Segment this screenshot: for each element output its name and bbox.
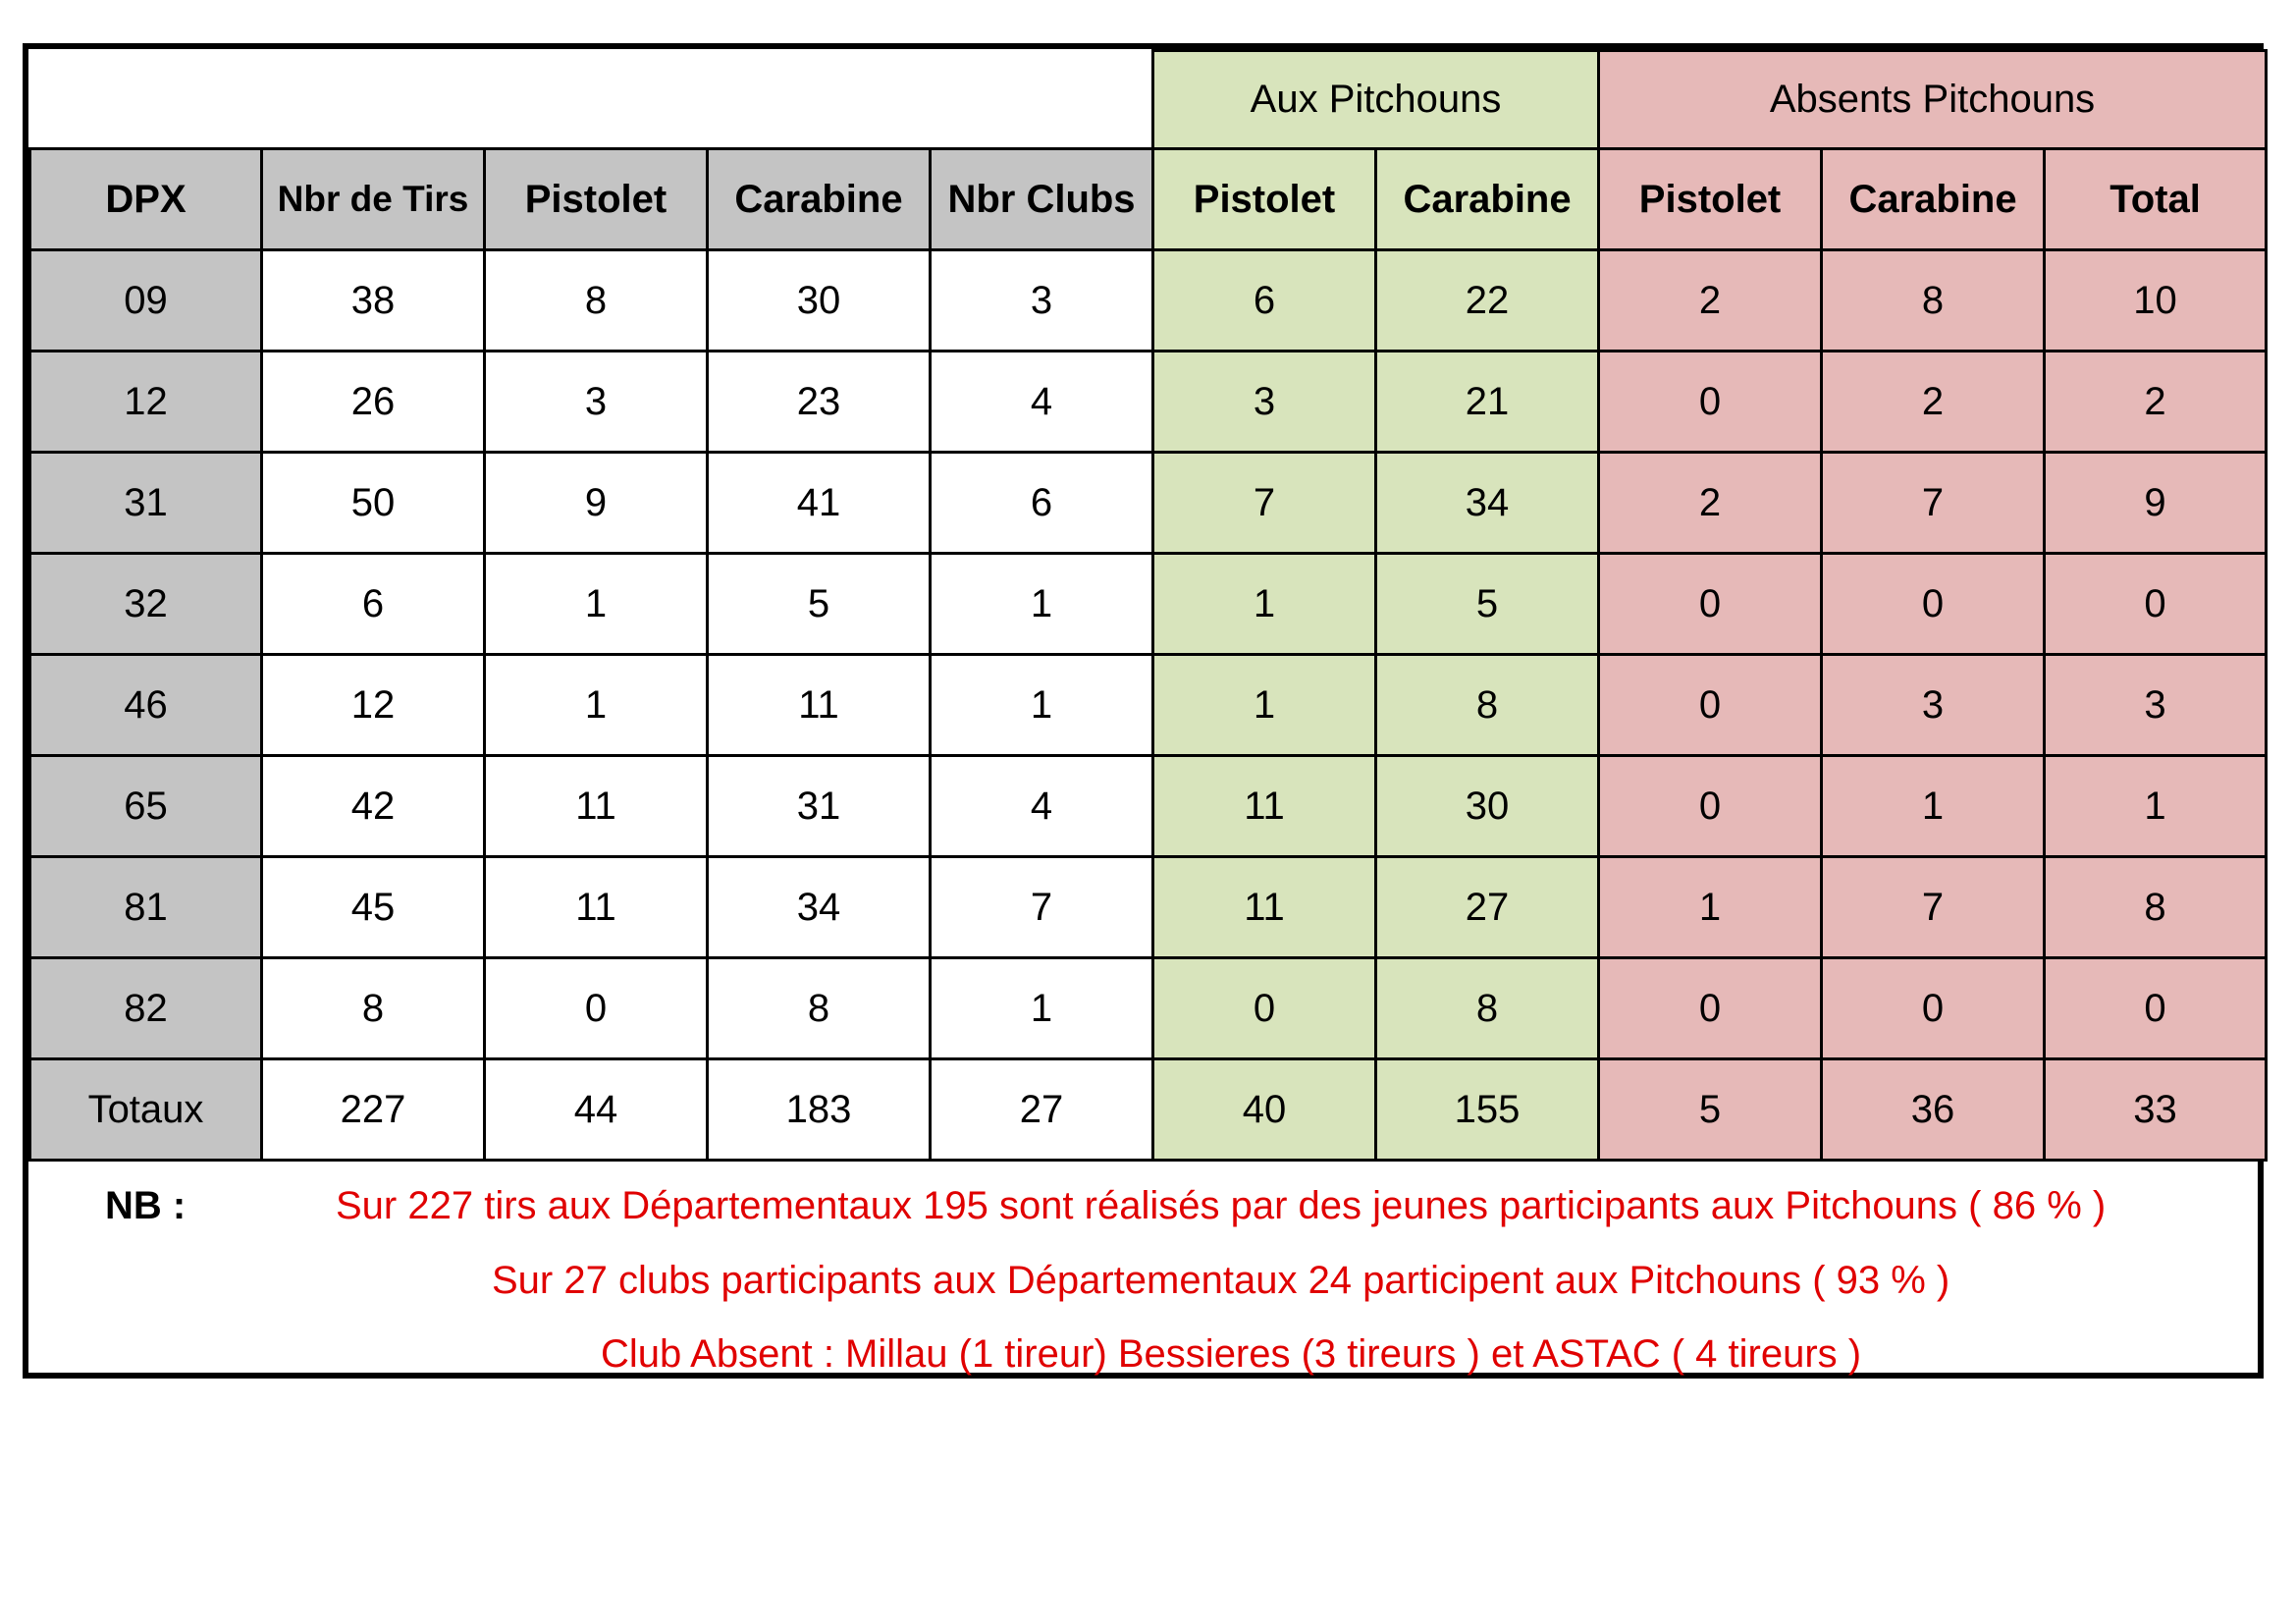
cell-dpx: 31 [30, 453, 262, 554]
cell-abs-carabine: 7 [1822, 857, 2045, 958]
cell-abs-pistolet: 0 [1599, 756, 1822, 857]
cell-aux-carabine: 8 [1376, 958, 1599, 1059]
cell-aux-pistolet: 6 [1153, 250, 1376, 352]
table-row [30, 756, 2267, 857]
cell-aux-pistolet: 11 [1153, 756, 1376, 857]
cell-abs-pistolet: 2 [1599, 250, 1822, 352]
cell-nbr-clubs: 1 [931, 958, 1153, 1059]
totals-label: Totaux [30, 1059, 262, 1161]
cell-aux-pistolet: 11 [1153, 857, 1376, 958]
col-header-carabine: Carabine [708, 149, 931, 250]
cell-carabine: 23 [708, 352, 931, 453]
cell-aux-pistolet: 1 [1153, 655, 1376, 756]
cell-abs-carabine: 8 [1822, 250, 2045, 352]
col-header-pistolet: Pistolet [485, 149, 708, 250]
cell-abs-pistolet: 2 [1599, 453, 1822, 554]
nb-label: NB : [105, 1184, 187, 1227]
cell-abs-total: 9 [2045, 453, 2267, 554]
cell-nbr-clubs: 1 [931, 554, 1153, 655]
cell-abs-total: 0 [2045, 958, 2267, 1059]
cell-pistolet: 9 [485, 453, 708, 554]
total-abs-pistolet: 5 [1599, 1059, 1822, 1161]
cell-pistolet: 8 [485, 250, 708, 352]
cell-abs-carabine: 0 [1822, 958, 2045, 1059]
total-abs-total: 33 [2045, 1059, 2267, 1161]
cell-nbr-clubs: 6 [931, 453, 1153, 554]
table-row [30, 655, 2267, 756]
col-header-dpx: DPX [30, 149, 262, 250]
total-pistolet: 44 [485, 1059, 708, 1161]
cell-abs-total: 10 [2045, 250, 2267, 352]
group-header-blank [30, 51, 1153, 149]
cell-abs-carabine: 3 [1822, 655, 2045, 756]
total-aux-pistolet: 40 [1153, 1059, 1376, 1161]
cell-carabine: 30 [708, 250, 931, 352]
stats-sheet [23, 43, 2264, 1379]
cell-aux-pistolet: 0 [1153, 958, 1376, 1059]
cell-dpx: 12 [30, 352, 262, 453]
col-header-nbr-tirs: Nbr de Tirs [262, 149, 485, 250]
cell-abs-total: 2 [2045, 352, 2267, 453]
total-carabine: 183 [708, 1059, 931, 1161]
cell-aux-pistolet: 3 [1153, 352, 1376, 453]
cell-nbr-tirs: 42 [262, 756, 485, 857]
col-header-abs-pistolet: Pistolet [1599, 149, 1822, 250]
cell-aux-carabine: 22 [1376, 250, 1599, 352]
column-header-row [30, 149, 2267, 250]
cell-abs-pistolet: 0 [1599, 655, 1822, 756]
group-header-row [30, 51, 2267, 149]
total-nbr-tirs: 227 [262, 1059, 485, 1161]
col-header-abs-carabine: Carabine [1822, 149, 2045, 250]
notes-section [28, 1159, 2258, 1376]
cell-nbr-tirs: 26 [262, 352, 485, 453]
cell-abs-carabine: 0 [1822, 554, 2045, 655]
cell-pistolet: 11 [485, 756, 708, 857]
cell-aux-pistolet: 7 [1153, 453, 1376, 554]
cell-carabine: 11 [708, 655, 931, 756]
table-row [30, 857, 2267, 958]
cell-nbr-tirs: 6 [262, 554, 485, 655]
totals-row [30, 1059, 2267, 1161]
col-header-nbr-clubs: Nbr Clubs [931, 149, 1153, 250]
table-row [30, 554, 2267, 655]
cell-pistolet: 11 [485, 857, 708, 958]
cell-nbr-tirs: 8 [262, 958, 485, 1059]
note-line-clubs: Sur 27 clubs participants aux Départementaux 24 participent aux Pitchouns ( 93 % ) [492, 1259, 1950, 1302]
cell-pistolet: 3 [485, 352, 708, 453]
cell-abs-carabine: 2 [1822, 352, 2045, 453]
cell-carabine: 41 [708, 453, 931, 554]
table-row [30, 453, 2267, 554]
cell-dpx: 46 [30, 655, 262, 756]
note-line-shots: Sur 227 tirs aux Départementaux 195 sont réalisés par des jeunes participants aux Pitchouns ( 86 % ) [336, 1184, 2107, 1227]
total-aux-carabine: 155 [1376, 1059, 1599, 1161]
cell-nbr-clubs: 7 [931, 857, 1153, 958]
col-header-aux-carabine: Carabine [1376, 149, 1599, 250]
cell-pistolet: 1 [485, 655, 708, 756]
total-abs-carabine: 36 [1822, 1059, 2045, 1161]
cell-dpx: 65 [30, 756, 262, 857]
total-nbr-clubs: 27 [931, 1059, 1153, 1161]
cell-dpx: 81 [30, 857, 262, 958]
cell-abs-pistolet: 0 [1599, 352, 1822, 453]
col-header-abs-total: Total [2045, 149, 2267, 250]
cell-abs-total: 1 [2045, 756, 2267, 857]
cell-aux-carabine: 30 [1376, 756, 1599, 857]
cell-nbr-clubs: 4 [931, 756, 1153, 857]
cell-nbr-tirs: 12 [262, 655, 485, 756]
cell-nbr-tirs: 38 [262, 250, 485, 352]
group-header-absents-pitchouns: Absents Pitchouns [1599, 51, 2267, 149]
cell-dpx: 09 [30, 250, 262, 352]
cell-nbr-tirs: 45 [262, 857, 485, 958]
cell-dpx: 82 [30, 958, 262, 1059]
cell-abs-total: 3 [2045, 655, 2267, 756]
cell-aux-carabine: 8 [1376, 655, 1599, 756]
cell-nbr-tirs: 50 [262, 453, 485, 554]
table-row [30, 958, 2267, 1059]
cell-dpx: 32 [30, 554, 262, 655]
cell-aux-pistolet: 1 [1153, 554, 1376, 655]
cell-abs-total: 0 [2045, 554, 2267, 655]
stats-table [28, 49, 2268, 1162]
note-line-absent-clubs: Club Absent : Millau (1 tireur) Bessieres (3 tireurs ) et ASTAC ( 4 tireurs ) [601, 1332, 1862, 1376]
cell-abs-carabine: 1 [1822, 756, 2045, 857]
group-header-aux-pitchouns: Aux Pitchouns [1153, 51, 1599, 149]
cell-abs-pistolet: 1 [1599, 857, 1822, 958]
cell-aux-carabine: 5 [1376, 554, 1599, 655]
cell-nbr-clubs: 1 [931, 655, 1153, 756]
cell-carabine: 34 [708, 857, 931, 958]
cell-aux-carabine: 27 [1376, 857, 1599, 958]
cell-nbr-clubs: 3 [931, 250, 1153, 352]
cell-abs-pistolet: 0 [1599, 958, 1822, 1059]
col-header-aux-pistolet: Pistolet [1153, 149, 1376, 250]
cell-carabine: 5 [708, 554, 931, 655]
table-row [30, 250, 2267, 352]
cell-aux-carabine: 21 [1376, 352, 1599, 453]
table-row [30, 352, 2267, 453]
cell-aux-carabine: 34 [1376, 453, 1599, 554]
cell-carabine: 8 [708, 958, 931, 1059]
cell-carabine: 31 [708, 756, 931, 857]
cell-abs-total: 8 [2045, 857, 2267, 958]
cell-pistolet: 1 [485, 554, 708, 655]
cell-abs-carabine: 7 [1822, 453, 2045, 554]
cell-nbr-clubs: 4 [931, 352, 1153, 453]
cell-pistolet: 0 [485, 958, 708, 1059]
cell-abs-pistolet: 0 [1599, 554, 1822, 655]
